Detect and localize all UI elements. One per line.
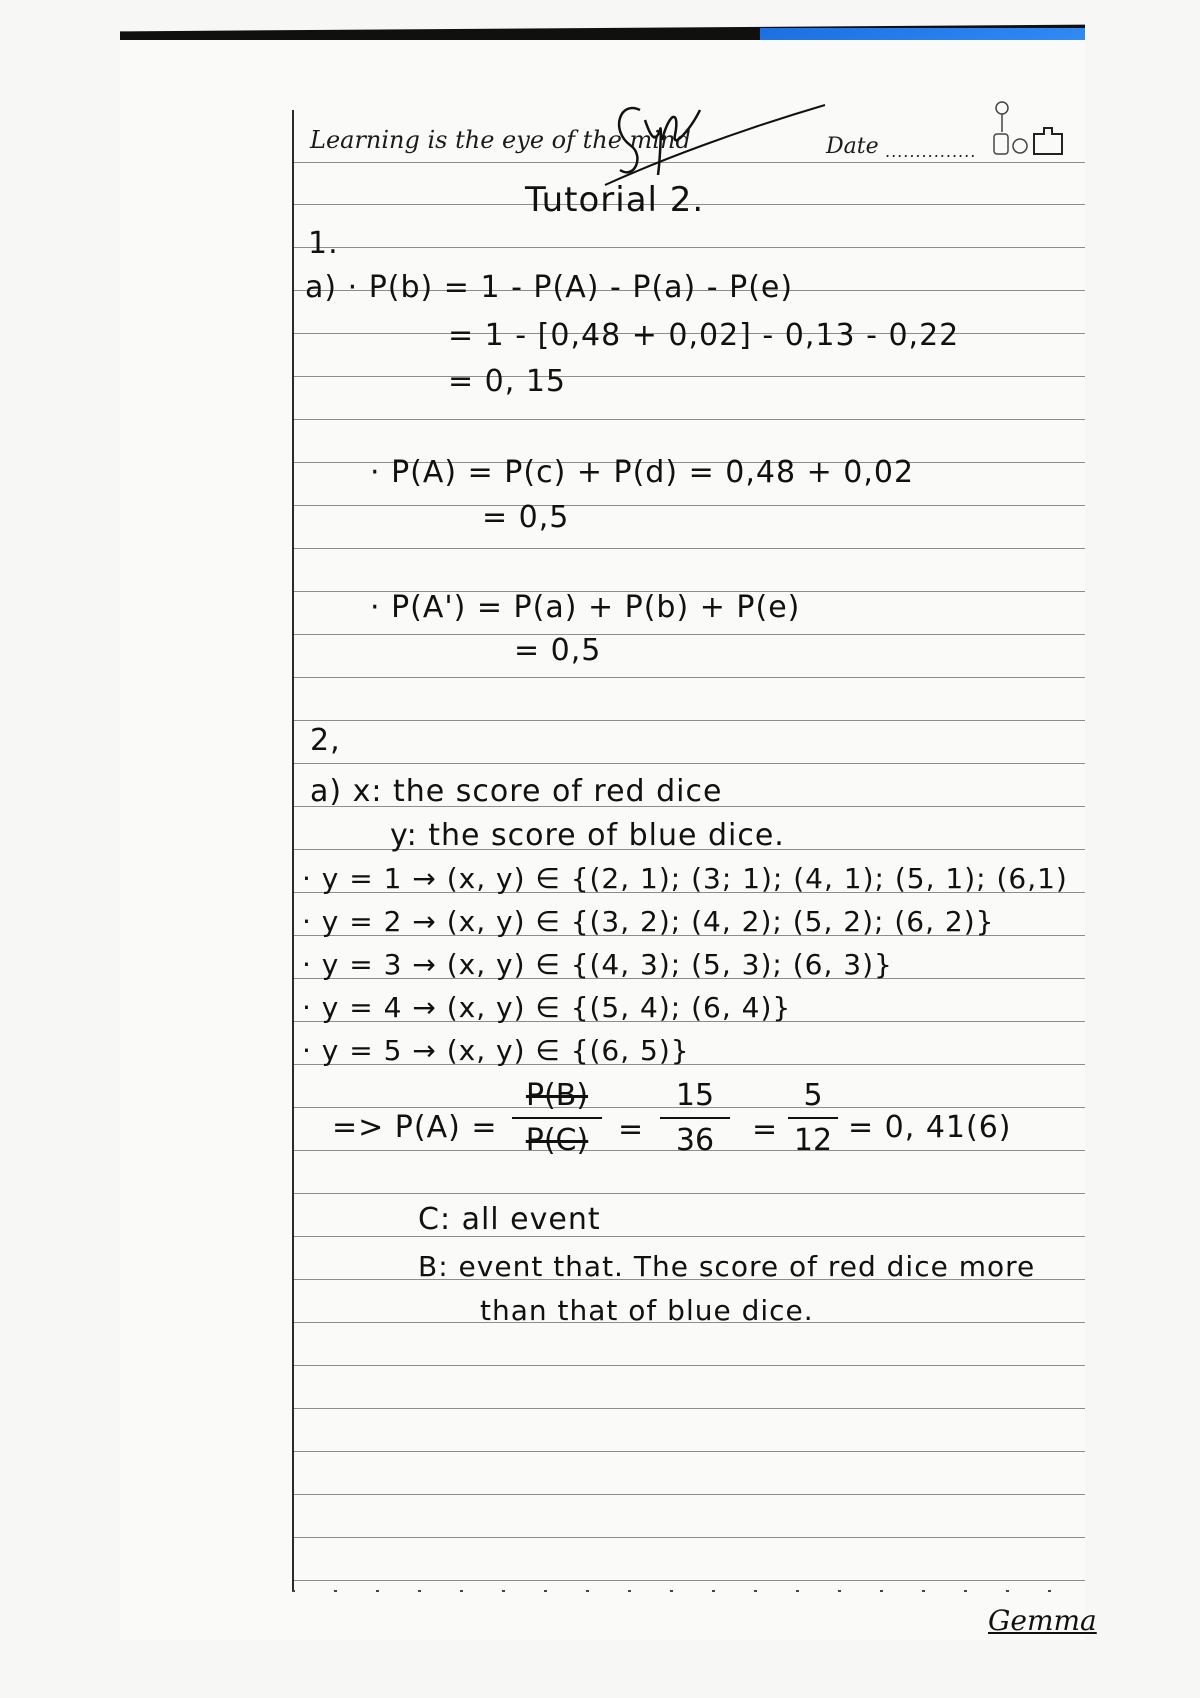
fraction-numerator: 15	[675, 1078, 715, 1113]
q1-part-a-line-3: = 0, 15	[448, 364, 567, 399]
question-1-number: 1.	[308, 226, 339, 261]
rule-line	[292, 1494, 1085, 1495]
footer-brand: Gemma	[988, 1604, 1097, 1637]
equals-sign: =	[752, 1112, 779, 1147]
fraction-denominator: P(C)	[525, 1123, 589, 1158]
q1-part-a-line-1: a) · P(b) = 1 - P(A) - P(a) - P(e)	[305, 270, 794, 305]
rule-line	[292, 1193, 1085, 1194]
rule-line	[292, 1451, 1085, 1452]
rule-line	[292, 720, 1085, 721]
q1-p-a-line-2: = 0,5	[482, 500, 570, 535]
rule-line	[292, 634, 1085, 635]
q2-case-y2: · y = 2 → (x, y) ∈ {(3, 2); (4, 2); (5, 2); (6, 2)}	[302, 905, 995, 938]
q2-def-y: y: the score of blue dice.	[390, 818, 785, 853]
fraction-numerator: 5	[803, 1078, 823, 1113]
rule-line	[292, 1365, 1085, 1366]
q1-p-a-prime-line-2: = 0,5	[514, 633, 602, 668]
q2-fraction-counts	[660, 1078, 730, 1158]
rule-line	[292, 1408, 1085, 1409]
q2-def-x: a) x: the score of red dice	[310, 774, 723, 809]
rule-line	[292, 1236, 1085, 1237]
bottom-dotted-rule	[292, 1590, 1085, 1592]
q1-part-a-line-2: = 1 - [0,48 + 0,02] - 0,13 - 0,22	[448, 318, 960, 353]
rule-line	[292, 247, 1085, 248]
fraction-bar	[660, 1117, 730, 1119]
fraction-numerator: P(B)	[525, 1078, 589, 1113]
question-2-number: 2,	[310, 723, 341, 758]
q1-p-a-prime-line-1: · P(A') = P(a) + P(b) + P(e)	[370, 590, 801, 625]
page-title: Tutorial 2.	[525, 180, 705, 220]
q1-p-a-line-1: · P(A) = P(c) + P(d) = 0,48 + 0,02	[370, 455, 915, 490]
q2-result-lhs: => P(A) =	[332, 1110, 498, 1145]
rule-line	[292, 505, 1085, 506]
fraction-bar	[788, 1117, 838, 1119]
rule-line	[292, 1580, 1085, 1581]
notebook-motto: Learning is the eye of the mind	[310, 126, 691, 154]
fraction-bar	[512, 1117, 602, 1119]
notebook-logo-icon	[990, 98, 1068, 160]
rule-line	[292, 419, 1085, 420]
margin-line	[292, 110, 294, 1590]
q2-fraction-events	[512, 1078, 602, 1158]
q2-case-y1: · y = 1 → (x, y) ∈ {(2, 1); (3; 1); (4, 1); (5, 1); (6,1)	[302, 862, 1068, 895]
rule-line	[292, 677, 1085, 678]
q2-note-all-event: C: all event	[418, 1202, 601, 1237]
equals-sign: =	[618, 1112, 645, 1147]
signature-icon	[600, 90, 830, 190]
date-label: Date	[826, 134, 879, 159]
q2-case-y5: · y = 5 → (x, y) ∈ {(6, 5)}	[302, 1034, 690, 1067]
rule-line	[292, 376, 1085, 377]
rule-line	[292, 763, 1085, 764]
q2-case-y4: · y = 4 → (x, y) ∈ {(5, 4); (6, 4)}	[302, 991, 792, 1024]
fraction-denominator: 36	[675, 1123, 715, 1158]
q2-note-event-b-line-1: B: event that. The score of red dice more	[418, 1250, 1036, 1283]
fraction-denominator: 12	[793, 1123, 833, 1158]
rule-line	[292, 1537, 1085, 1538]
q2-note-event-b-line-2: than that of blue dice.	[480, 1294, 814, 1327]
date-field-dots: ...............	[885, 142, 977, 161]
q2-fraction-simplified	[788, 1078, 838, 1158]
q2-case-y3: · y = 3 → (x, y) ∈ {(4, 3); (5, 3); (6, 3)}	[302, 948, 893, 981]
q2-result-rhs: = 0, 41(6)	[848, 1110, 1012, 1145]
rule-line	[292, 548, 1085, 549]
